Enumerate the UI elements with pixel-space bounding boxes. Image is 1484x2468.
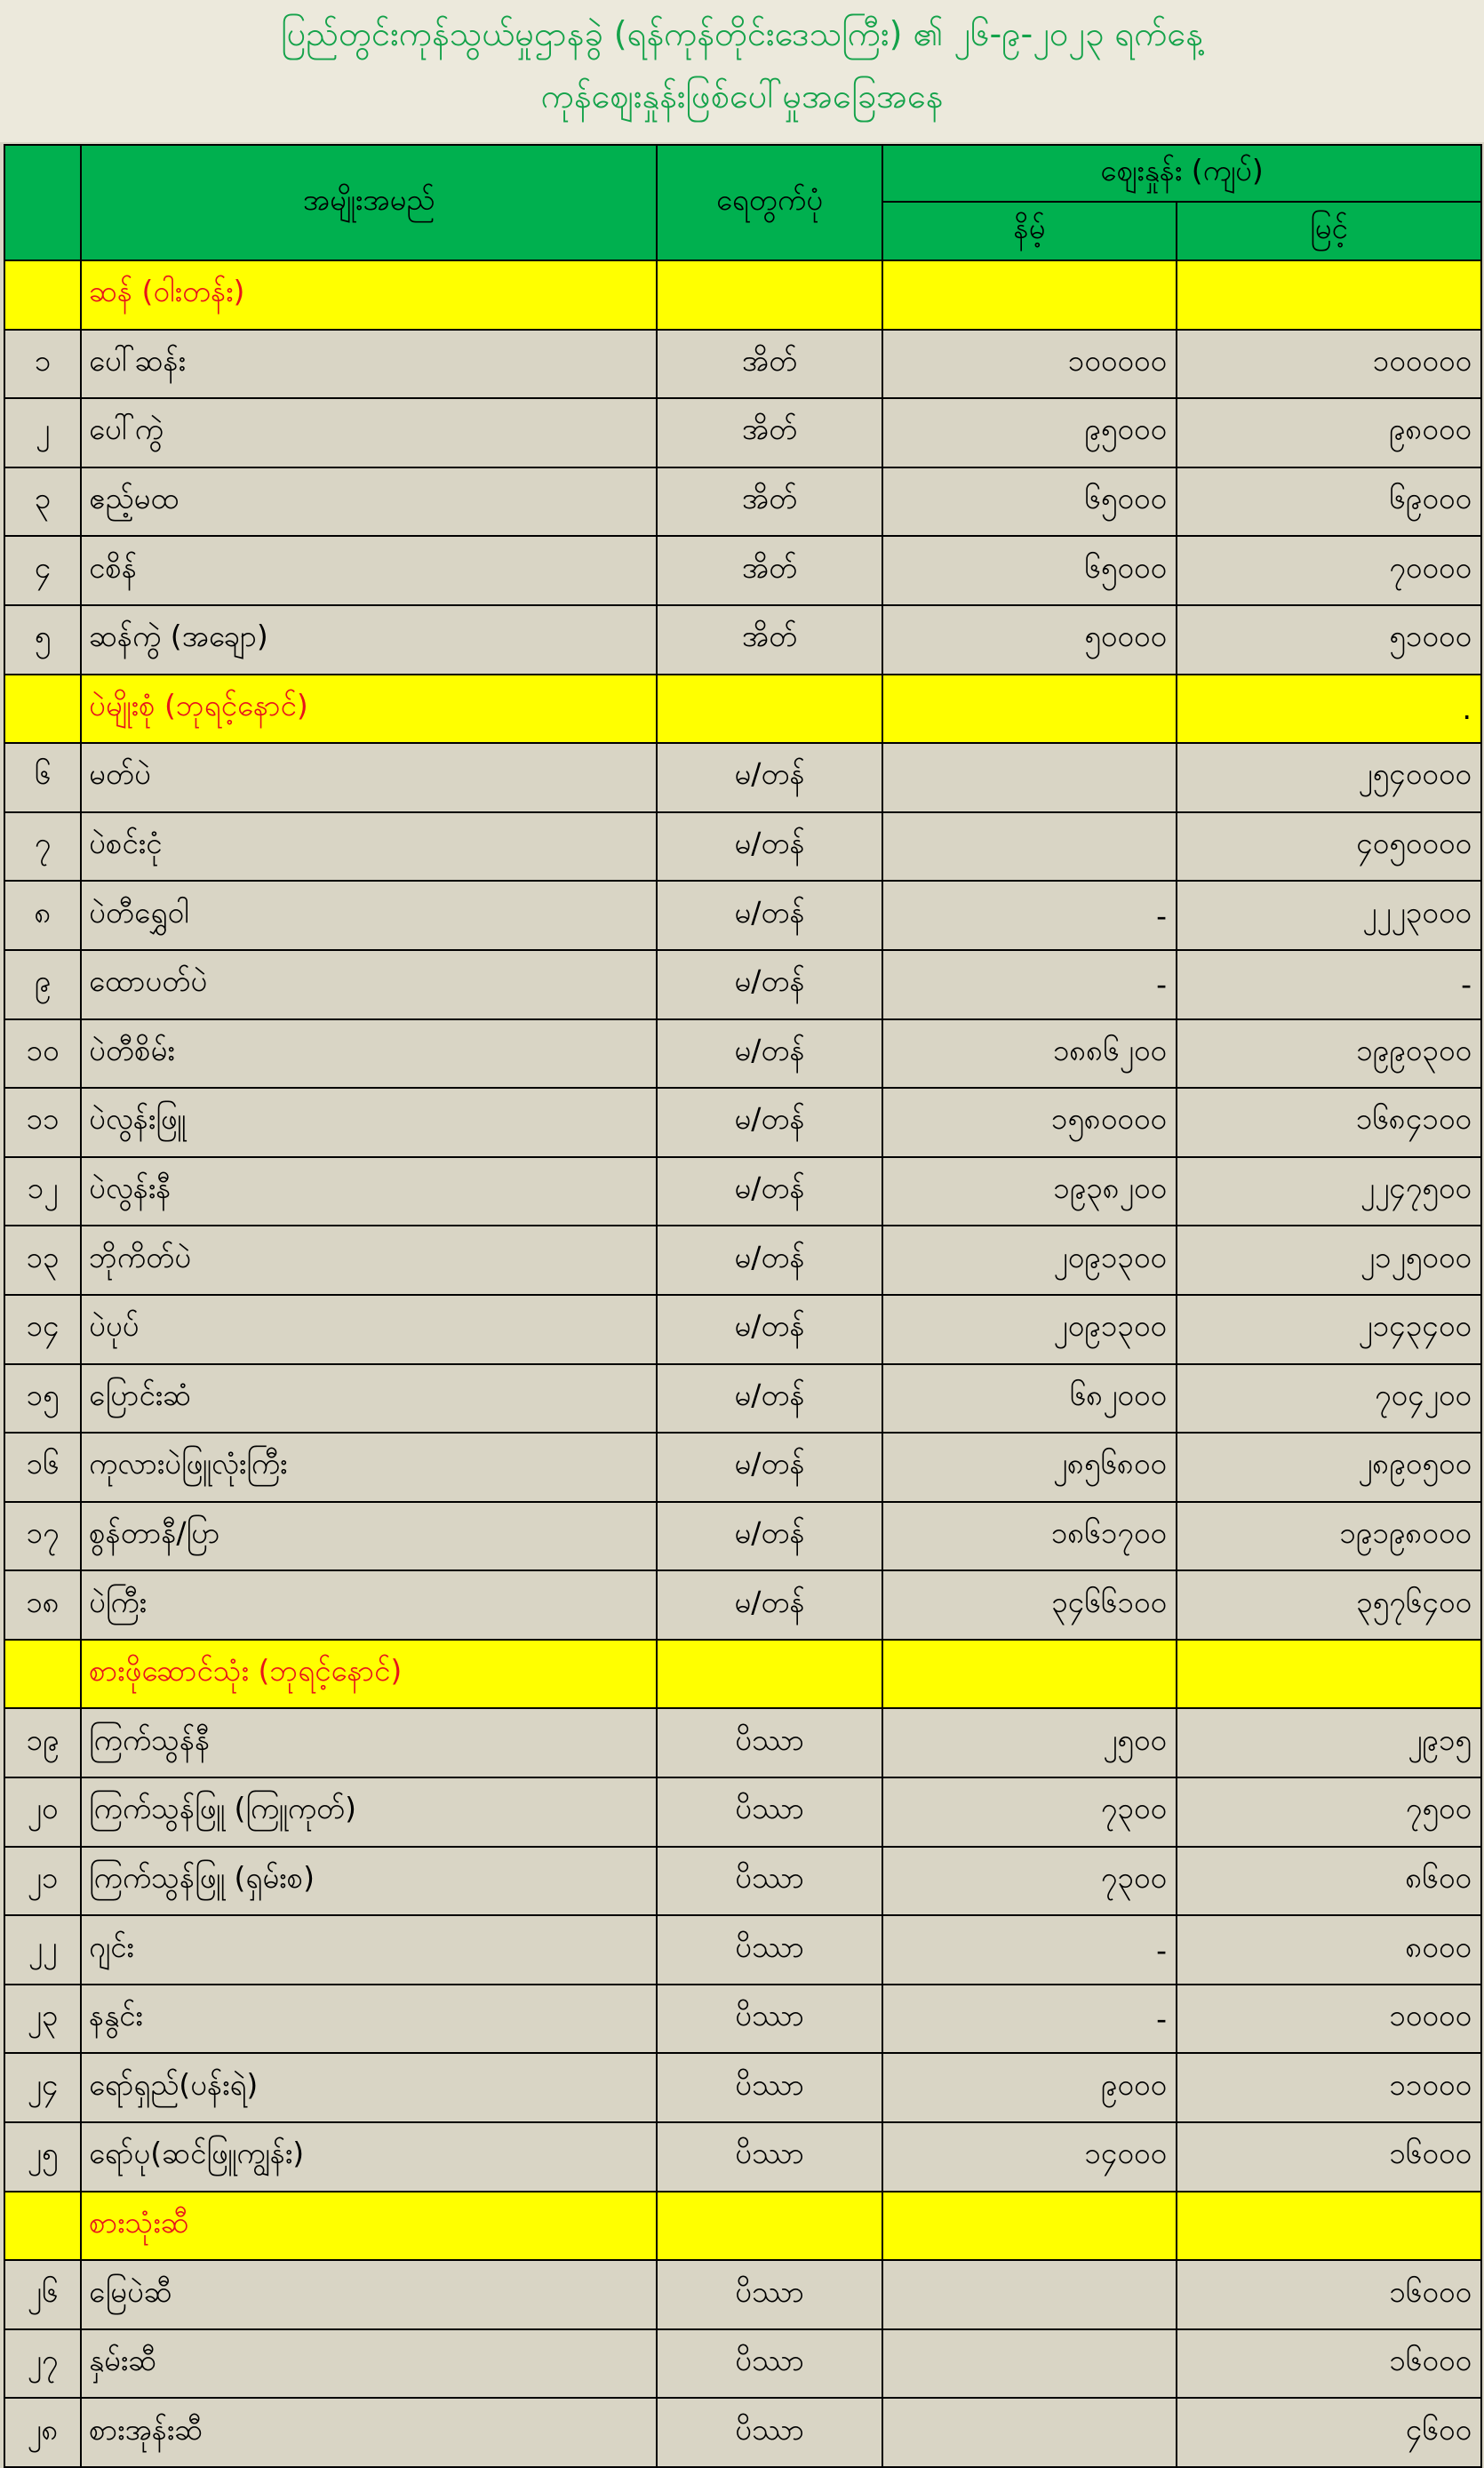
table-row <box>4 330 1481 399</box>
header-low-price: နိမ့် <box>882 202 1177 260</box>
high-price: ၂၅၄၀၀၀၀ <box>1177 743 1481 812</box>
page-subtitle: ကုန်ဈေးနှုန်းဖြစ်ပေါ်မှုအခြေအနေ <box>540 76 944 116</box>
table-row <box>4 1708 1481 1777</box>
low-price <box>882 675 1177 744</box>
table-row <box>4 881 1481 950</box>
high-price: ၂၂၂၃၀၀၀ <box>1177 881 1481 950</box>
low-price: ၇၃၀၀ <box>882 1777 1177 1847</box>
row-number: ၁၅ <box>4 1364 81 1434</box>
unit: မ/တန် <box>657 881 882 950</box>
table-row <box>4 1226 1481 1295</box>
table-body <box>4 260 1481 2467</box>
low-price: ၆၅၀၀၀ <box>882 536 1177 605</box>
item-name: ပဲစင်းငုံ <box>81 812 657 882</box>
item-name: ပဲကြီး <box>81 1570 657 1640</box>
row-number: ၁၆ <box>4 1433 81 1502</box>
table-row <box>4 1570 1481 1640</box>
table-row <box>4 812 1481 882</box>
low-price <box>882 1640 1177 1709</box>
table-row <box>4 398 1481 467</box>
low-price: ၃၄၆၆၁၀၀ <box>882 1570 1177 1640</box>
row-number <box>4 1640 81 1709</box>
table-row <box>4 467 1481 537</box>
unit: ပိဿာ <box>657 1985 882 2054</box>
category-row <box>4 1640 1481 1709</box>
unit: မ/တန် <box>657 950 882 1019</box>
table-row <box>4 536 1481 605</box>
unit <box>657 1640 882 1709</box>
page-title: ပြည်တွင်းကုန်သွယ်မှုဌာနခွဲ (ရန်ကုန်တိုင်းဒေသကြီး) ၏ ၂၆-၉-၂၀၂၃ ရက်နေ့ <box>281 14 1203 53</box>
high-price <box>1177 260 1481 330</box>
unit: မ/တန် <box>657 1226 882 1295</box>
low-price: ၂၀၉၁၃၀၀ <box>882 1226 1177 1295</box>
row-number: ၂၀ <box>4 1777 81 1847</box>
low-price: ၁၀၀၀၀၀ <box>882 330 1177 399</box>
low-price: - <box>882 950 1177 1019</box>
item-name: နှမ်းဆီ <box>81 2329 657 2399</box>
table-row <box>4 2122 1481 2192</box>
high-price: ၈၆၀၀ <box>1177 1847 1481 1916</box>
row-number: ၂၂ <box>4 1915 81 1985</box>
row-number <box>4 260 81 330</box>
item-name: ပဲလွန်းဖြူ <box>81 1088 657 1157</box>
item-name: ကြက်သွန်နီ <box>81 1708 657 1777</box>
unit: ပိဿာ <box>657 1847 882 1916</box>
item-name: ဂျင်း <box>81 1915 657 1985</box>
low-price: ၅၀၀၀၀ <box>882 605 1177 675</box>
unit: မ/တန် <box>657 1088 882 1157</box>
table-row <box>4 743 1481 812</box>
category-row <box>4 2192 1481 2261</box>
item-name: ပဲတီစိမ်း <box>81 1019 657 1089</box>
price-table <box>4 144 1482 2468</box>
high-price: ၇၀၄၂၀၀ <box>1177 1364 1481 1434</box>
low-price: ၂၈၅၆၈၀၀ <box>882 1433 1177 1502</box>
high-price: ၅၁၀၀၀ <box>1177 605 1481 675</box>
header-high-price: မြင့် <box>1177 202 1481 260</box>
row-number: ၂၇ <box>4 2329 81 2399</box>
row-number: ၂၈ <box>4 2398 81 2467</box>
table-row <box>4 2053 1481 2122</box>
row-number <box>4 2192 81 2261</box>
item-name: ပေါ်ဆန်း <box>81 330 657 399</box>
high-price: ၂၈၉၀၅၀၀ <box>1177 1433 1481 1502</box>
unit: မ/တန် <box>657 1364 882 1434</box>
high-price: ၁၆၀၀၀ <box>1177 2329 1481 2399</box>
high-price: ၃၅၇၆၄၀၀ <box>1177 1570 1481 1640</box>
item-name: ဧည့်မထ <box>81 467 657 537</box>
high-price: ၁၁၀၀၀ <box>1177 2053 1481 2122</box>
unit: အိတ် <box>657 398 882 467</box>
unit: မ/တန် <box>657 812 882 882</box>
item-name: ပဲလွန်းနီ <box>81 1157 657 1226</box>
header-unit: ရေတွက်ပုံ <box>657 145 882 260</box>
low-price <box>882 743 1177 812</box>
table-row <box>4 1364 1481 1434</box>
high-price: ၄၆၀၀ <box>1177 2398 1481 2467</box>
high-price: . <box>1177 675 1481 744</box>
high-price: ၁၉၁၉၈၀၀၀ <box>1177 1502 1481 1571</box>
row-number: ၄ <box>4 536 81 605</box>
row-number: ၁၇ <box>4 1502 81 1571</box>
unit <box>657 2192 882 2261</box>
item-name: ရော်ရှည်(ပန်းရဲ) <box>81 2053 657 2122</box>
low-price: ၆၈၂၀၀၀ <box>882 1364 1177 1434</box>
row-number: ၂၄ <box>4 2053 81 2122</box>
high-price: ၇၀၀၀၀ <box>1177 536 1481 605</box>
low-price: - <box>882 1915 1177 1985</box>
low-price: ၁၈၈၆၂၀၀ <box>882 1019 1177 1089</box>
high-price: ၂၁၄၃၄၀၀ <box>1177 1295 1481 1364</box>
item-name: ရော်ပု(ဆင်ဖြူကျွန်း) <box>81 2122 657 2192</box>
high-price: ၄၀၅၀၀၀၀ <box>1177 812 1481 882</box>
unit: အိတ် <box>657 467 882 537</box>
row-number <box>4 675 81 744</box>
table-row <box>4 2260 1481 2329</box>
row-number: ၅ <box>4 605 81 675</box>
header-number <box>4 145 81 260</box>
row-number: ၂ <box>4 398 81 467</box>
low-price <box>882 2260 1177 2329</box>
table-row <box>4 1777 1481 1847</box>
table-row <box>4 1295 1481 1364</box>
row-number: ၁၈ <box>4 1570 81 1640</box>
low-price: ၇၃၀၀ <box>882 1847 1177 1916</box>
item-name: စားအုန်းဆီ <box>81 2398 657 2467</box>
low-price: ၁၅၈၀၀၀၀ <box>882 1088 1177 1157</box>
unit: ပိဿာ <box>657 2053 882 2122</box>
unit: ပိဿာ <box>657 2260 882 2329</box>
item-name: ကြက်သွန်ဖြူ (ရှမ်းစ) <box>81 1847 657 1916</box>
high-price: ၇၅၀၀ <box>1177 1777 1481 1847</box>
row-number: ၈ <box>4 881 81 950</box>
row-number: ၃ <box>4 467 81 537</box>
category-label: စားသုံးဆီ <box>81 2192 657 2261</box>
page-header <box>0 0 1484 142</box>
item-name: မြေပဲဆီ <box>81 2260 657 2329</box>
table-row <box>4 1847 1481 1916</box>
table-row <box>4 2329 1481 2399</box>
item-name: ပေါ်ကွဲ <box>81 398 657 467</box>
low-price: ၉၀၀၀ <box>882 2053 1177 2122</box>
high-price <box>1177 2192 1481 2261</box>
high-price: ၁၉၉၀၃၀၀ <box>1177 1019 1481 1089</box>
high-price: ၂၉၁၅ <box>1177 1708 1481 1777</box>
row-number: ၇ <box>4 812 81 882</box>
table-row <box>4 1433 1481 1502</box>
unit: မ/တန် <box>657 743 882 812</box>
unit: ပိဿာ <box>657 1777 882 1847</box>
row-number: ၁၀ <box>4 1019 81 1089</box>
table-row <box>4 1915 1481 1985</box>
table-row <box>4 1502 1481 1571</box>
row-number: ၁၉ <box>4 1708 81 1777</box>
low-price <box>882 2329 1177 2399</box>
row-number: ၆ <box>4 743 81 812</box>
row-number: ၁၃ <box>4 1226 81 1295</box>
unit: ပိဿာ <box>657 1708 882 1777</box>
low-price: ၂၅၀၀ <box>882 1708 1177 1777</box>
low-price: ၆၅၀၀၀ <box>882 467 1177 537</box>
unit: မ/တန် <box>657 1433 882 1502</box>
low-price <box>882 260 1177 330</box>
unit: ပိဿာ <box>657 2329 882 2399</box>
table-row <box>4 605 1481 675</box>
table-row <box>4 2398 1481 2467</box>
low-price <box>882 812 1177 882</box>
unit: ပိဿာ <box>657 1915 882 1985</box>
row-number: ၁၂ <box>4 1157 81 1226</box>
low-price <box>882 2398 1177 2467</box>
low-price: ၁၉၃၈၂၀၀ <box>882 1157 1177 1226</box>
item-name: ဆန်ကွဲ (အချော) <box>81 605 657 675</box>
low-price: ၁၈၆၁၇၀၀ <box>882 1502 1177 1571</box>
high-price: - <box>1177 950 1481 1019</box>
low-price: - <box>882 1985 1177 2054</box>
unit: မ/တန် <box>657 1502 882 1571</box>
high-price: ၁၀၀၀၀ <box>1177 1985 1481 2054</box>
high-price: ၆၉၀၀၀ <box>1177 467 1481 537</box>
item-name: ငစိန် <box>81 536 657 605</box>
high-price: ၂၁၂၅၀၀၀ <box>1177 1226 1481 1295</box>
category-row <box>4 260 1481 330</box>
header-item: အမျိုးအမည် <box>81 145 657 260</box>
unit: မ/တန် <box>657 1019 882 1089</box>
row-number: ၂၅ <box>4 2122 81 2192</box>
row-number: ၉ <box>4 950 81 1019</box>
item-name: ပဲတီရွှေဝါ <box>81 881 657 950</box>
unit: အိတ် <box>657 330 882 399</box>
item-name: ဘိုကိတ်ပဲ <box>81 1226 657 1295</box>
row-number: ၂၁ <box>4 1847 81 1916</box>
table-row <box>4 950 1481 1019</box>
low-price: ၂၀၉၁၃၀၀ <box>882 1295 1177 1364</box>
header-price-group: ဈေးနှုန်း (ကျပ်) <box>882 145 1481 202</box>
row-number: ၁၁ <box>4 1088 81 1157</box>
item-name: ထောပတ်ပဲ <box>81 950 657 1019</box>
category-row <box>4 675 1481 744</box>
row-number: ၁ <box>4 330 81 399</box>
item-name: ပြောင်းဆံ <box>81 1364 657 1434</box>
unit: ပိဿာ <box>657 2398 882 2467</box>
high-price: ၁၆၈၄၁၀၀ <box>1177 1088 1481 1157</box>
unit: အိတ် <box>657 536 882 605</box>
low-price: ၁၄၀၀၀ <box>882 2122 1177 2192</box>
high-price: ၉၈၀၀၀ <box>1177 398 1481 467</box>
low-price <box>882 2192 1177 2261</box>
table-row <box>4 1088 1481 1157</box>
high-price: ၁၆၀၀၀ <box>1177 2122 1481 2192</box>
row-number: ၂၃ <box>4 1985 81 2054</box>
high-price: ၂၂၄၇၅၀၀ <box>1177 1157 1481 1226</box>
item-name: မတ်ပဲ <box>81 743 657 812</box>
high-price: ၈၀၀၀ <box>1177 1915 1481 1985</box>
category-label: ပဲမျိုးစုံ (ဘုရင့်နောင်) <box>81 675 657 744</box>
table-row <box>4 1985 1481 2054</box>
low-price: - <box>882 881 1177 950</box>
item-name: နနွင်း <box>81 1985 657 2054</box>
unit: အိတ် <box>657 605 882 675</box>
unit: ပိဿာ <box>657 2122 882 2192</box>
item-name: ပဲပုပ် <box>81 1295 657 1364</box>
high-price: ၁၀၀၀၀၀ <box>1177 330 1481 399</box>
category-label: ဆန် (ဝါးတန်း) <box>81 260 657 330</box>
item-name: ကုလားပဲဖြူလုံးကြီး <box>81 1433 657 1502</box>
high-price: ၁၆၀၀၀ <box>1177 2260 1481 2329</box>
unit <box>657 260 882 330</box>
table-row <box>4 1157 1481 1226</box>
item-name: စွန်တာနီ/ပြာ <box>81 1502 657 1571</box>
row-number: ၂၆ <box>4 2260 81 2329</box>
row-number: ၁၄ <box>4 1295 81 1364</box>
unit <box>657 675 882 744</box>
unit: မ/တန် <box>657 1157 882 1226</box>
table-row <box>4 1019 1481 1089</box>
high-price <box>1177 1640 1481 1709</box>
low-price: ၉၅၀၀၀ <box>882 398 1177 467</box>
category-label: စားဖိုဆောင်သုံး (ဘုရင့်နောင်) <box>81 1640 657 1709</box>
item-name: ကြက်သွန်ဖြူ (ကြူကုတ်) <box>81 1777 657 1847</box>
unit: မ/တန် <box>657 1295 882 1364</box>
unit: မ/တန် <box>657 1570 882 1640</box>
table-header <box>4 145 1481 260</box>
